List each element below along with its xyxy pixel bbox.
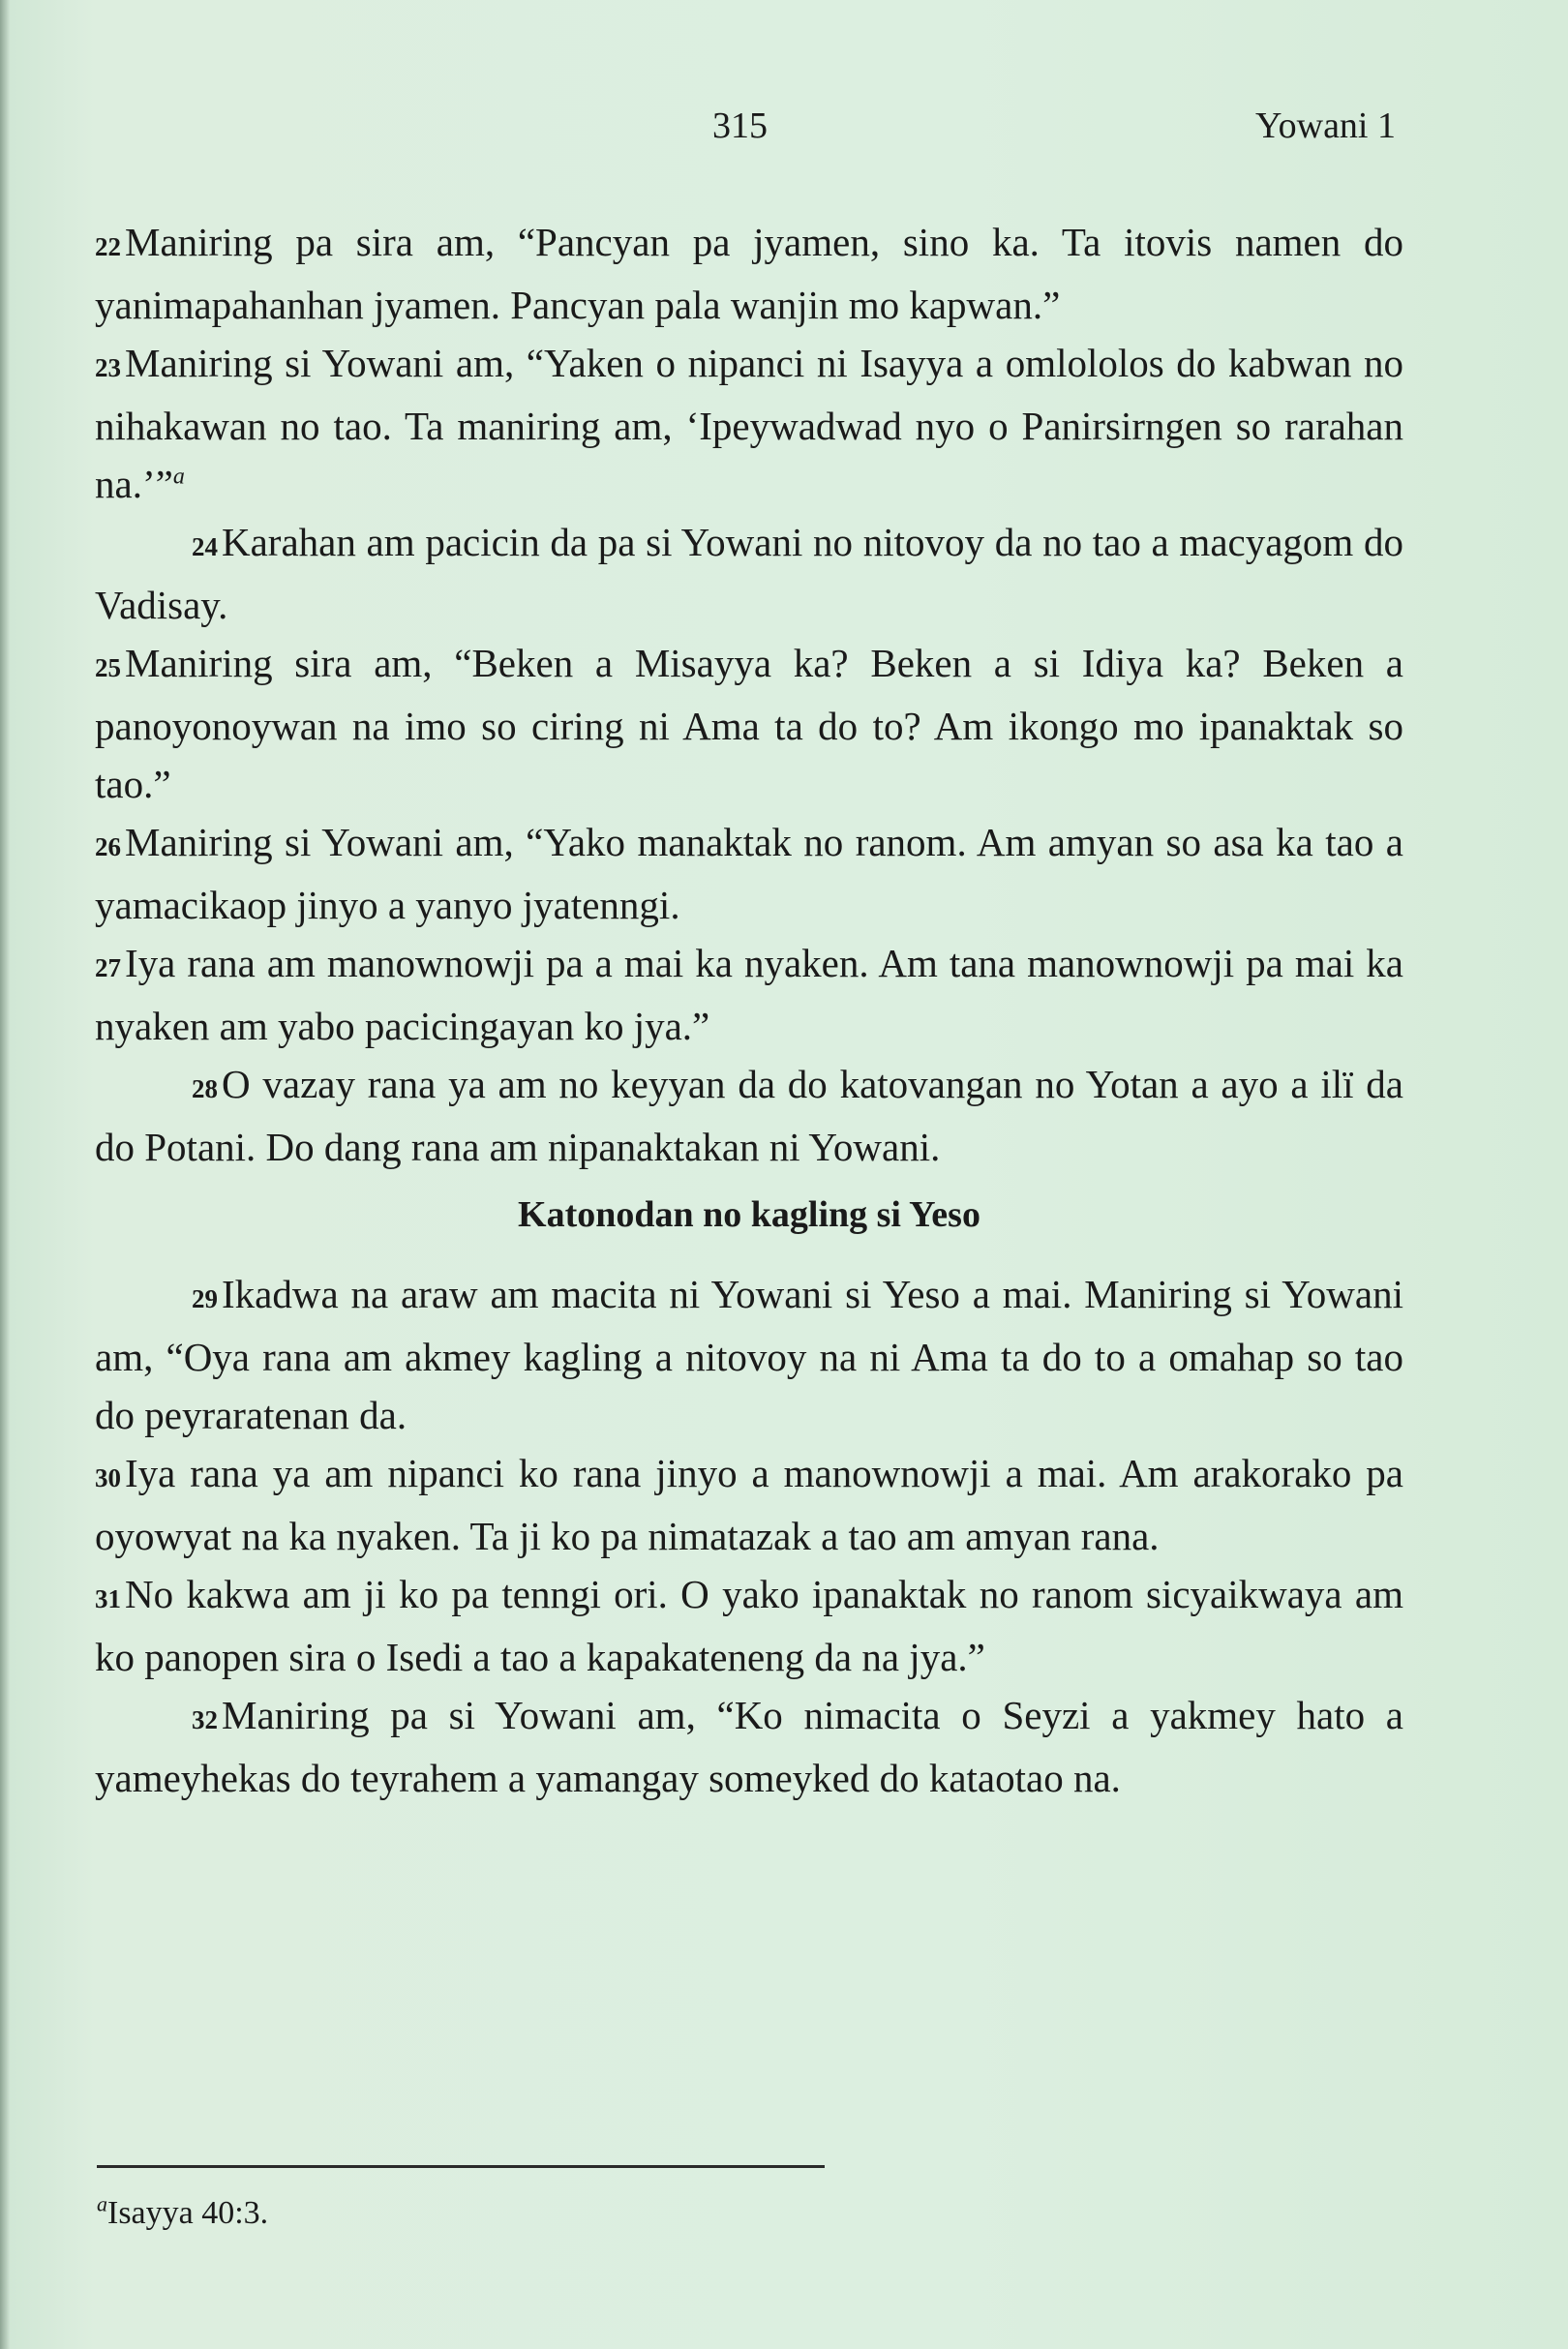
verse-number: 28 [192,1074,218,1103]
verse-30 [95,1444,1403,1565]
section-heading: Katonodan no kagling si Yeso [518,1194,980,1235]
footnote [97,2191,269,2232]
page-header [0,97,1568,155]
verse-26 [95,813,1403,934]
footnote-mark: a [172,464,185,490]
verse-text: Ikadwa na araw am macita ni Yowani si Yeso a mai. Maniring si Yowani am, “Oya rana am akmey kagling a nitovoy na ni Ama ta do to a omahap so tao do peyraratenan da. [95,1272,1403,1437]
verse-text: Iya rana am manownowji pa a mai ka nyaken. Am tana manownowji pa mai ka nyaken am yabo pacicingayan ko jya.” [95,941,1403,1048]
verse-32 [95,1686,1403,1807]
verse-number: 27 [95,953,121,982]
page-number: 315 [712,105,768,146]
verse-number: 25 [95,653,121,682]
verse-number: 23 [95,353,121,382]
verse-24 [95,513,1403,634]
footnote-text: Isayya 40:3. [107,2195,269,2231]
verse-31 [95,1565,1403,1686]
verse-text: Maniring si Yowani am, “Yako manaktak no ranom. Am amyan so asa ka tao a yamacikaop jinyo a yanyo jyatenngi. [95,820,1403,927]
verse-27 [95,934,1403,1055]
verse-23 [95,334,1403,513]
verse-text: Iya rana ya am nipanci ko rana jinyo a manownowji a mai. Am arakorako pa oyowyat na ka nyaken. Ta ji ko pa nimatazak a tao am amyan rana. [95,1451,1403,1558]
verse-number: 24 [192,532,218,561]
verse-number: 30 [95,1463,121,1492]
verse-text: Karahan am pacicin da pa si Yowani no nitovoy da no tao a macyagom do Vadisay. [95,520,1403,627]
verse-number: 22 [95,232,121,261]
verse-text: O vazay rana ya am no keyyan da do katovangan no Yotan a ayo a ilï da do Potani. Do dang rana am nipanaktakan ni Yowani. [95,1062,1403,1169]
verse-number: 32 [192,1705,218,1734]
verse-text: No kakwa am ji ko pa tenngi ori. O yako ipanaktak no ranom sicyaikwaya am ko panopen sira o Isedi a tao a kapakateneng da na jya.” [95,1572,1403,1679]
verse-text: Maniring si Yowani am, “Yaken o nipanci ni Isayya a omlololos do kabwan no nihakawan no tao. Ta maniring am, ‘Ipeywadwad nyo o Panirsirngen so rarahan na.’” [95,341,1403,506]
verse-number: 29 [192,1284,218,1313]
running-head: Yowani 1 [1254,105,1396,146]
footnote-divider [97,2165,825,2168]
verse-22 [95,213,1403,334]
verse-text: Maniring pa si Yowani am, “Ko nimacita o Seyzi a yakmey hato a yameyhekas do teyrahem a yamangay someyked do kataotao na. [95,1693,1403,1800]
body-text [95,213,1403,1807]
verse-number: 31 [95,1584,121,1613]
verse-text: Maniring pa sira am, “Pancyan pa jyamen, sino ka. Ta itovis namen do yanimapahanhan jyamen. Pancyan pala wanjin mo kapwan.” [95,220,1403,327]
verse-number: 26 [95,832,121,861]
footnote-mark: a [97,2191,107,2216]
verse-25 [95,634,1403,813]
verse-text: Maniring sira am, “Beken a Misayya ka? Beken a si Idiya ka? Beken a panoyonoywan na imo so ciring ni Ama ta do to? Am ikongo mo ipanaktak so tao.” [95,641,1403,806]
verse-28 [95,1055,1403,1176]
book-spine-shadow [0,0,10,2349]
verse-29 [95,1265,1403,1444]
